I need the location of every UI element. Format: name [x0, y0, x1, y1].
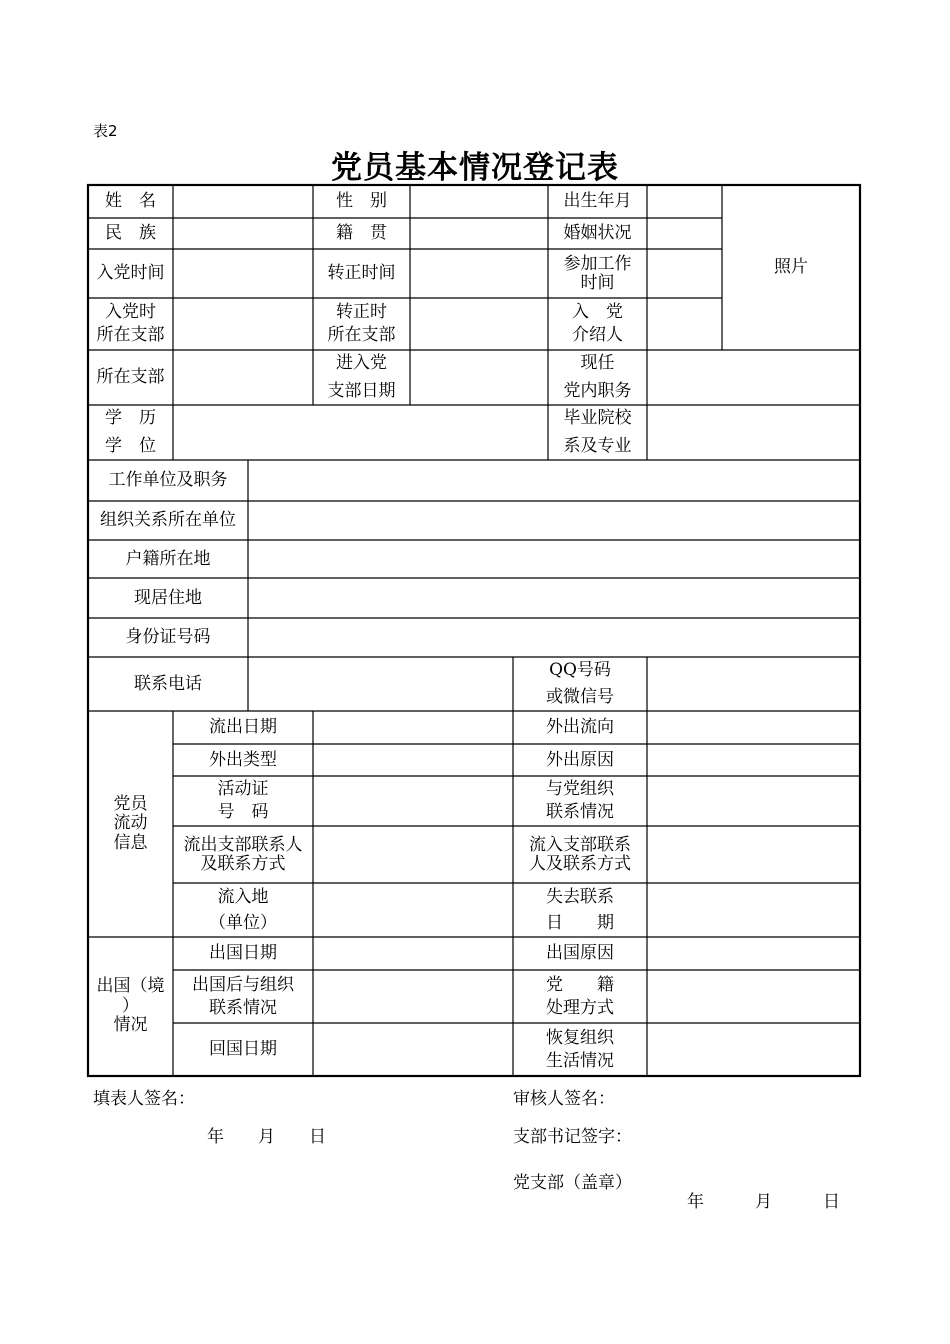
label-marital: 婚姻状况: [563, 223, 632, 244]
label-out-reason: 外出原因: [546, 749, 614, 770]
label-gender: 性 别: [336, 191, 387, 212]
label-abroad-date: 出国日期: [209, 943, 277, 964]
label-abroad-reason: 出国原因: [546, 943, 614, 964]
label-membership-handling: 党 籍 处理方式: [546, 974, 614, 1018]
label-party-post: 现任 党内职务: [563, 353, 632, 401]
label-work-time: 参加工作 时间: [563, 253, 632, 293]
label-join-branch: 入党时 所在支部: [96, 302, 165, 345]
label-school: 毕业院校 系及专业: [563, 408, 632, 456]
label-ethnic: 民 族: [105, 223, 156, 244]
label-enter-date: 进入党 支部日期: [327, 353, 396, 401]
label-branch: 所在支部: [96, 367, 165, 388]
label-qq: QQ号码 或微信号: [546, 659, 614, 707]
branch-stamp: 党支部（盖章）: [513, 1173, 632, 1193]
page-title: 党员基本情况登记表: [331, 150, 619, 186]
label-formal-time: 转正时间: [327, 263, 396, 284]
group-abroad: 出国（境 ） 情况: [96, 976, 165, 1036]
label-abroad-contact: 出国后与组织 联系情况: [192, 974, 294, 1018]
date-right: 年 月 日: [687, 1192, 840, 1212]
label-card-number: 活动证 号 码: [217, 779, 269, 822]
label-native-place: 籍 贯: [336, 223, 387, 244]
label-org-unit: 组织关系所在单位: [100, 510, 236, 531]
secretary-signature: 支部书记签字：: [513, 1127, 632, 1147]
label-in-place: 流入地 （单位）: [209, 886, 277, 933]
label-household: 户籍所在地: [125, 548, 211, 569]
label-photo: 照片: [774, 257, 808, 278]
filler-signature: 填表人签名：: [93, 1089, 195, 1109]
label-lost-contact-date: 失去联系 日 期: [546, 886, 614, 933]
label-resume-activity: 恢复组织 生活情况: [546, 1027, 614, 1071]
label-education: 学 历 学 位: [105, 408, 156, 456]
table-number: 表2: [93, 122, 118, 140]
group-flow-info: 党员 流动 信息: [113, 793, 148, 853]
label-party-contact: 与党组织 联系情况: [546, 779, 614, 822]
label-residence: 现居住地: [134, 587, 202, 608]
label-out-date: 流出日期: [209, 717, 277, 738]
label-work-unit: 工作单位及职务: [108, 470, 228, 491]
label-birth: 出生年月: [563, 191, 632, 212]
label-return-date: 回国日期: [209, 1039, 277, 1060]
label-join-time: 入党时间: [96, 263, 165, 284]
label-out-direction: 外出流向: [546, 717, 614, 738]
date-left: 年 月 日: [207, 1127, 326, 1147]
label-formal-branch: 转正时 所在支部: [327, 302, 396, 345]
label-in-branch-contact: 流入支部联系 人及联系方式: [529, 834, 631, 874]
reviewer-signature: 审核人签名：: [513, 1089, 615, 1109]
label-id-number: 身份证号码: [125, 627, 211, 648]
label-name: 姓 名: [105, 191, 156, 212]
label-phone: 联系电话: [134, 673, 202, 694]
label-out-branch-contact: 流出支部联系人 及联系方式: [183, 834, 303, 874]
label-out-type: 外出类型: [209, 749, 277, 770]
label-introducer: 入 党 介绍人: [572, 302, 623, 345]
